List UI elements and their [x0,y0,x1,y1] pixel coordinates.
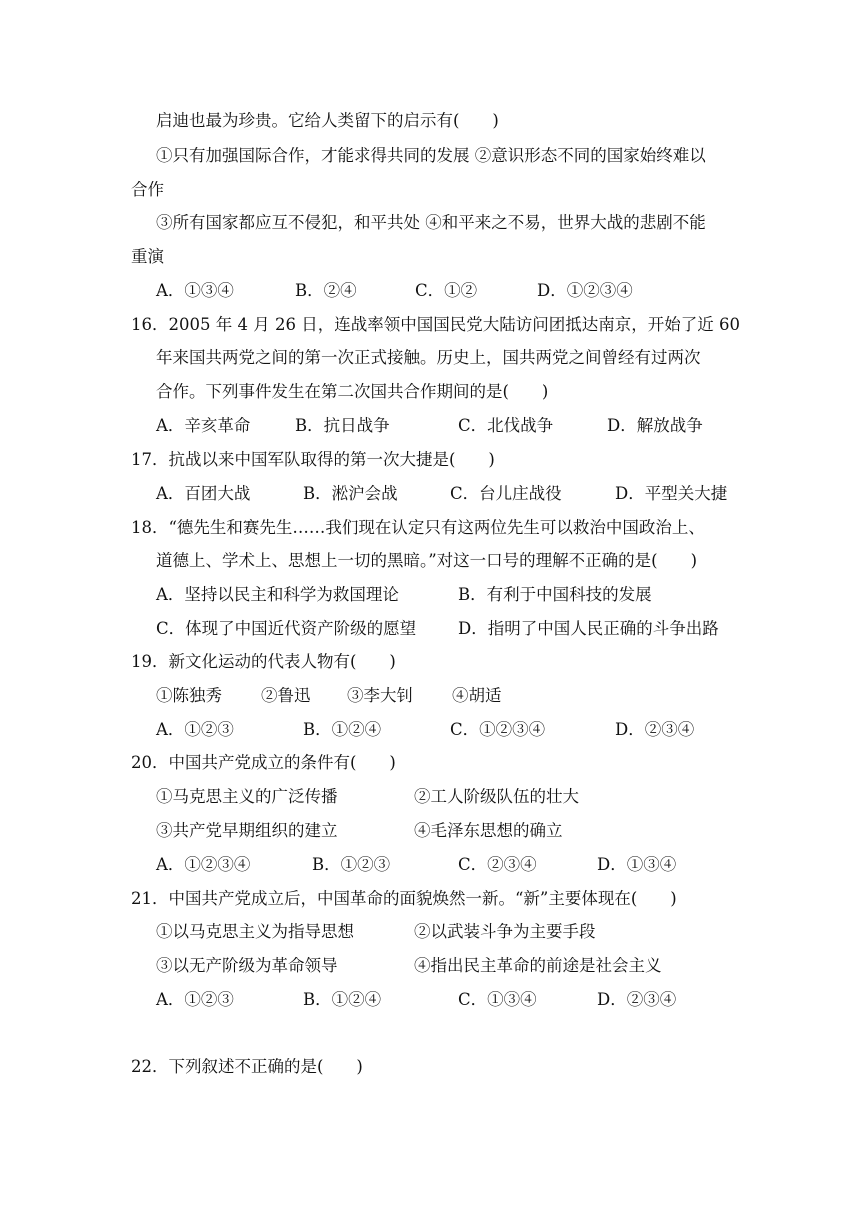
q15-option-c: C．①② [415,281,478,300]
q16-option-b: B．抗日战争 [295,416,390,435]
q19-option-c: C．①②③④ [450,720,546,739]
q18-option-b: B．有利于中国科技的发展 [458,585,652,604]
q15-statement-line: 合作 [131,180,164,199]
q18-option-a: A．坚持以民主和科学为救国理论 [156,585,399,604]
q15-option-d: D．①②③④ [537,281,633,300]
q15-option-a: A．①③④ [156,281,234,300]
q17-option-a: A．百团大战 [156,484,251,503]
q18-stem-line: 道德上、学术上、思想上一切的黑暗。”对这一口号的理解不正确的是( ) [156,551,698,570]
q15-stem-tail: 启迪也最为珍贵。它给人类留下的启示有( ) [156,111,499,130]
q19-option-a: A．①②③ [156,720,234,739]
q16-stem-line: 16．2005 年 4 月 26 日，连战率领中国国民党大陆访问团抵达南京，开始了近 60 [131,315,740,334]
q16-option-c: C．北伐战争 [458,416,554,435]
q15-statement-line: ①只有加强国际合作，才能求得共同的发展 ②意识形态不同的国家始终难以 [156,146,706,165]
q20-statement: ②工人阶级队伍的壮大 [414,787,579,806]
q20-option-a: A．①②③④ [156,855,251,874]
q18-option-d: D．指明了中国人民正确的斗争出路 [458,619,719,638]
q20-option-d: D．①③④ [597,855,677,874]
q19-option-b: B．①②④ [303,720,382,739]
q18-stem-line: 18．“德先生和赛先生……我们现在认定只有这两位先生可以救治中国政治上、 [131,518,705,537]
q20-option-b: B．①②③ [312,855,391,874]
q19-statement: ②鲁迅 [261,686,311,705]
q21-statement: ②以武装斗争为主要手段 [414,922,596,941]
q17-option-b: B．淞沪会战 [303,484,398,503]
q21-option-b: B．①②④ [303,990,382,1009]
q15-option-b: B．②④ [295,281,357,300]
q21-option-a: A．①②③ [156,990,234,1009]
q21-option-d: D．②③④ [597,990,677,1009]
q15-statement-line: ③所有国家都应互不侵犯，和平共处 ④和平来之不易，世界大战的悲剧不能 [156,213,706,232]
q20-statement: ④毛泽东思想的确立 [414,821,563,840]
q19-statement: ④胡适 [452,686,502,705]
q21-stem-line: 21．中国共产党成立后，中国革命的面貌焕然一新。“新”主要体现在( ) [131,889,677,908]
q15-statement-line: 重演 [131,247,164,266]
q16-option-d: D．解放战争 [607,416,703,435]
q21-option-c: C．①③④ [458,990,537,1009]
q17-option-c: C．台儿庄战役 [450,484,562,503]
q19-option-d: D．②③④ [615,720,695,739]
q16-stem-line: 合作。下列事件发生在第二次国共合作期间的是( ) [156,382,549,401]
q16-option-a: A．辛亥革命 [156,416,251,435]
q21-statement: ①以马克思主义为指导思想 [156,922,354,941]
q19-stem-line: 19．新文化运动的代表人物有( ) [131,652,396,671]
q20-statement: ③共产党早期组织的建立 [156,821,338,840]
q19-statement: ③李大钊 [347,686,413,705]
q17-option-d: D．平型关大捷 [615,484,728,503]
q21-statement: ④指出民主革命的前途是社会主义 [414,956,662,975]
q20-option-c: C．②③④ [458,855,537,874]
q22-stem-line: 22．下列叙述不正确的是( ) [131,1057,363,1076]
q16-stem-line: 年来国共两党之间的第一次正式接触。历史上，国共两党之间曾经有过两次 [156,348,701,367]
q18-option-c: C．体现了中国近代资产阶级的愿望 [156,619,417,638]
q21-statement: ③以无产阶级为革命领导 [156,956,338,975]
q19-statement: ①陈独秀 [156,686,222,705]
q17-stem-line: 17．抗战以来中国军队取得的第一次大捷是( ) [131,450,495,469]
q20-stem-line: 20．中国共产党成立的条件有( ) [131,753,396,772]
q20-statement: ①马克思主义的广泛传播 [156,787,338,806]
